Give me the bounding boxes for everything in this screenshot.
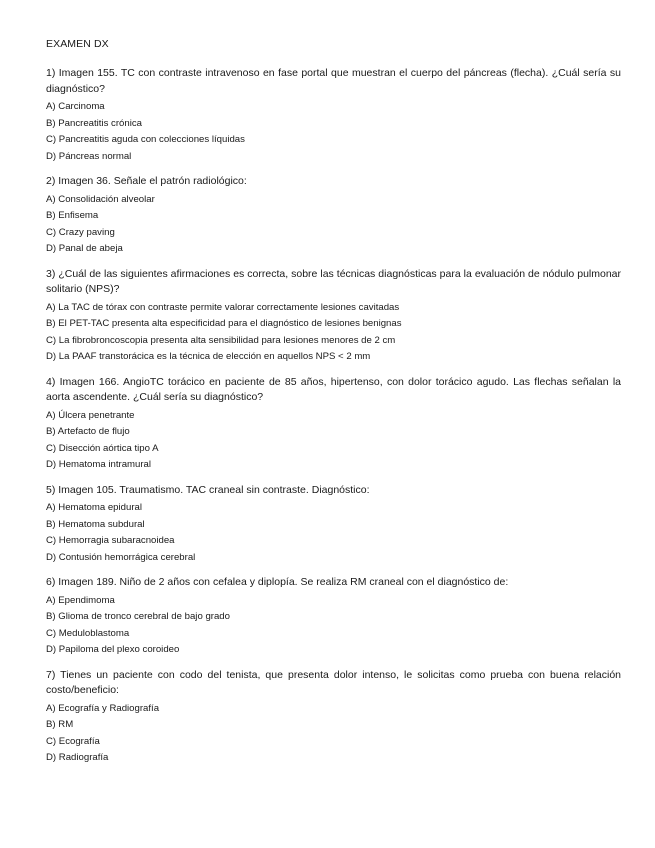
option-d: D) La PAAF transtorácica es la técnica de elección en aquellos NPS < 2 mm <box>46 351 371 362</box>
question-4 <box>46 375 621 474</box>
question-text: 4) Imagen 166. AngioTC torácico en paciente de 85 años, hipertenso, con dolor torácico agudo. Las flechas señalan la aorta ascendente. ¿Cuál sería su diagnóstico? <box>46 375 621 403</box>
option-d: D) Papiloma del plexo coroideo <box>46 644 180 655</box>
question-3 <box>46 267 621 366</box>
option-b: B) Artefacto de flujo <box>46 426 130 437</box>
document-title: EXAMEN DX <box>46 38 109 50</box>
option-d: D) Páncreas normal <box>46 150 132 162</box>
option-list <box>46 408 621 474</box>
option-d: D) Hematoma intramural <box>46 459 152 470</box>
option-d: D) Radiografía <box>46 752 109 763</box>
option-a: A) Consolidación alveolar <box>46 193 155 205</box>
option-c: C) Meduloblastoma <box>46 627 130 639</box>
option-list <box>46 500 621 566</box>
question-7 <box>46 668 621 767</box>
option-c: C) La fibrobroncoscopia presenta alta sensibilidad para lesiones menores de 2 cm <box>46 334 396 346</box>
option-list <box>46 99 621 165</box>
question-text: 1) Imagen 155. TC con contraste intravenoso en fase portal que muestran el cuerpo del páncreas (flecha). ¿Cuál sería su diagnóstico? <box>46 67 621 95</box>
option-c: C) Pancreatitis aguda con colecciones líquidas <box>46 134 245 145</box>
question-6 <box>46 575 621 659</box>
option-d: D) Panal de abeja <box>46 243 123 254</box>
option-list <box>46 593 621 659</box>
option-d: D) Contusión hemorrágica cerebral <box>46 551 196 563</box>
option-b: B) RM <box>46 719 74 730</box>
option-list <box>46 192 621 258</box>
question-2 <box>46 174 621 258</box>
question-text: 6) Imagen 189. Niño de 2 años con cefalea y diplopía. Se realiza RM craneal con el diagnóstico de: <box>46 576 509 588</box>
option-list <box>46 701 621 767</box>
option-a: A) Úlcera penetrante <box>46 409 135 421</box>
question-text: 3) ¿Cuál de las siguientes afirmaciones es correcta, sobre las técnicas diagnósticas para la evaluación de nódulo pulmonar solitario (NPS)? <box>46 267 621 295</box>
question-1 <box>46 66 621 165</box>
option-list <box>46 300 621 366</box>
question-text: 5) Imagen 105. Traumatismo. TAC craneal sin contraste. Diagnóstico: <box>46 483 370 496</box>
option-a: A) Ecografía y Radiografía <box>46 702 160 714</box>
option-c: C) Disección aórtica tipo A <box>46 442 159 454</box>
option-c: C) Crazy paving <box>46 226 115 238</box>
question-5 <box>46 483 621 567</box>
question-text: 7) Tienes un paciente con codo del tenista, que presenta dolor intenso, le solicitas como prueba con buena relación costo/beneficio: <box>46 668 621 696</box>
option-b: B) Enfisema <box>46 210 99 221</box>
option-a: A) La TAC de tórax con contraste permite valorar correctamente lesiones cavitadas <box>46 301 400 313</box>
option-c: C) Hemorragia subaracnoidea <box>46 535 175 546</box>
option-a: A) Ependimoma <box>46 594 115 606</box>
question-text: 2) Imagen 36. Señale el patrón radiológico: <box>46 175 247 187</box>
option-b: B) Pancreatitis crónica <box>46 117 142 129</box>
option-a: A) Hematoma epidural <box>46 502 142 513</box>
option-a: A) Carcinoma <box>46 101 105 112</box>
option-b: B) Glioma de tronco cerebral de bajo grado <box>46 611 230 622</box>
option-b: B) El PET-TAC presenta alta especificidad para el diagnóstico de lesiones benignas <box>46 318 402 329</box>
option-c: C) Ecografía <box>46 735 100 747</box>
option-b: B) Hematoma subdural <box>46 518 145 530</box>
